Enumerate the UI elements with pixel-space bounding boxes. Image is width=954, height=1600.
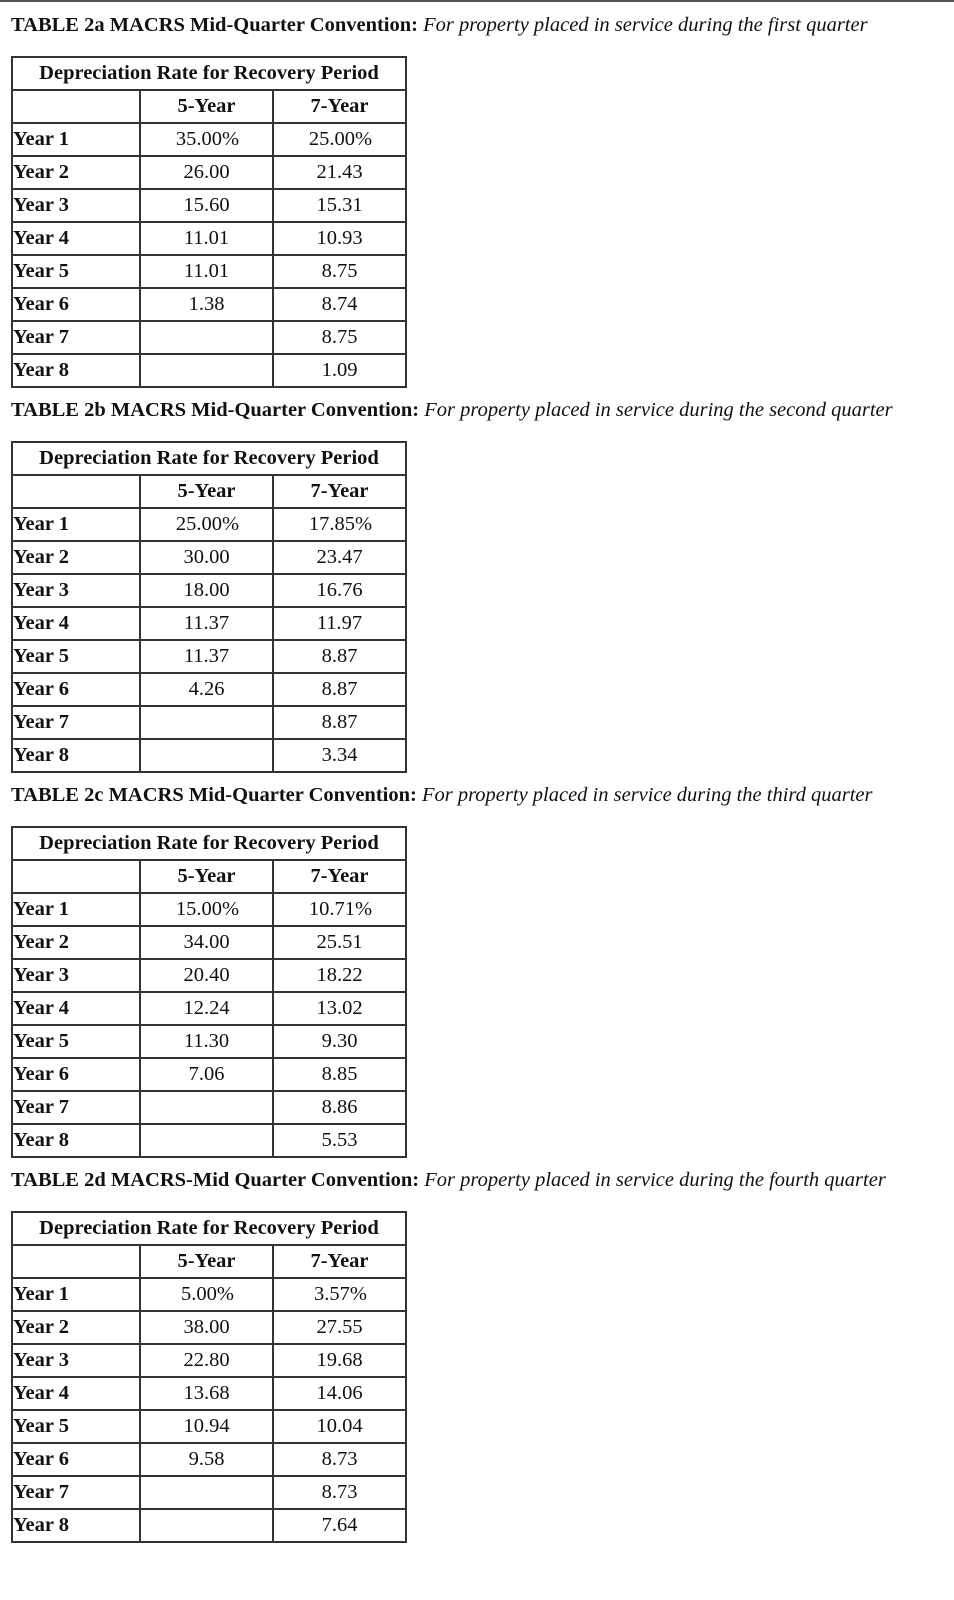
table-row [12, 706, 406, 739]
year-label: Year 6 [12, 1058, 140, 1091]
year-label: Year 2 [12, 926, 140, 959]
year-label: Year 5 [12, 640, 140, 673]
year-label: Year 7 [12, 1476, 140, 1509]
five-year-header: 5-Year [140, 860, 273, 893]
seven-year-rate: 8.75 [273, 255, 406, 288]
year-label: Year 8 [12, 1124, 140, 1157]
year-label: Year 5 [12, 1025, 140, 1058]
year-label: Year 8 [12, 1509, 140, 1542]
table-row [12, 1410, 406, 1443]
blank-cell [12, 860, 140, 893]
five-year-header: 5-Year [140, 475, 273, 508]
seven-year-rate: 25.00% [273, 123, 406, 156]
year-label: Year 8 [12, 739, 140, 772]
year-label: Year 6 [12, 288, 140, 321]
five-year-rate: 38.00 [140, 1311, 273, 1344]
table-row [12, 541, 406, 574]
five-year-rate: 11.37 [140, 607, 273, 640]
seven-year-rate: 8.86 [273, 1091, 406, 1124]
table-row [12, 1443, 406, 1476]
year-label: Year 2 [12, 1311, 140, 1344]
five-year-rate: 26.00 [140, 156, 273, 189]
five-year-rate [140, 1091, 273, 1124]
seven-year-header: 7-Year [273, 90, 406, 123]
year-label: Year 4 [12, 607, 140, 640]
seven-year-rate: 23.47 [273, 541, 406, 574]
caption-title: TABLE 2a MACRS Mid-Quarter Convention: [11, 14, 418, 36]
table-row [12, 1476, 406, 1509]
five-year-rate: 13.68 [140, 1377, 273, 1410]
table-row [12, 321, 406, 354]
caption-description: For property placed in service during the first quarter [423, 14, 868, 36]
table-body [12, 893, 406, 1157]
year-label: Year 1 [12, 893, 140, 926]
five-year-rate: 30.00 [140, 541, 273, 574]
five-year-rate: 11.01 [140, 222, 273, 255]
depreciation-table [11, 56, 407, 388]
year-label: Year 7 [12, 1091, 140, 1124]
five-year-rate: 15.00% [140, 893, 273, 926]
table-row [12, 288, 406, 321]
caption-description: For property placed in service during the third quarter [421, 784, 873, 806]
table-row [12, 1091, 406, 1124]
five-year-rate [140, 321, 273, 354]
seven-year-header: 7-Year [273, 475, 406, 508]
table-row [12, 1278, 406, 1311]
year-label: Year 7 [12, 706, 140, 739]
seven-year-rate: 8.73 [273, 1476, 406, 1509]
table-body [12, 123, 406, 387]
table-row [12, 1344, 406, 1377]
period-header-row [12, 90, 406, 123]
seven-year-rate: 10.71% [273, 893, 406, 926]
blank-cell [12, 90, 140, 123]
year-label: Year 3 [12, 1344, 140, 1377]
seven-year-rate: 8.85 [273, 1058, 406, 1091]
column-header: Depreciation Rate for Recovery Period [12, 1212, 406, 1245]
table-row [12, 640, 406, 673]
five-year-rate: 15.60 [140, 189, 273, 222]
period-header-row [12, 475, 406, 508]
five-year-rate: 11.30 [140, 1025, 273, 1058]
seven-year-rate: 13.02 [273, 992, 406, 1025]
seven-year-rate: 1.09 [273, 354, 406, 387]
table-caption [11, 1163, 886, 1197]
five-year-rate: 1.38 [140, 288, 273, 321]
depreciation-table [11, 826, 407, 1158]
column-header: Depreciation Rate for Recovery Period [12, 57, 406, 90]
year-label: Year 3 [12, 189, 140, 222]
five-year-header: 5-Year [140, 90, 273, 123]
year-label: Year 2 [12, 541, 140, 574]
seven-year-rate: 17.85% [273, 508, 406, 541]
five-year-rate: 35.00% [140, 123, 273, 156]
table-row [12, 574, 406, 607]
five-year-rate: 11.01 [140, 255, 273, 288]
table-row [12, 1124, 406, 1157]
five-year-rate [140, 1509, 273, 1542]
five-year-rate: 25.00% [140, 508, 273, 541]
table-row [12, 508, 406, 541]
table-row [12, 1509, 406, 1542]
seven-year-rate: 8.87 [273, 706, 406, 739]
five-year-rate: 12.24 [140, 992, 273, 1025]
year-label: Year 3 [12, 574, 140, 607]
year-label: Year 1 [12, 508, 140, 541]
seven-year-rate: 16.76 [273, 574, 406, 607]
seven-year-rate: 8.73 [273, 1443, 406, 1476]
seven-year-rate: 19.68 [273, 1344, 406, 1377]
five-year-rate: 20.40 [140, 959, 273, 992]
caption-description: For property placed in service during the fourth quarter [424, 1169, 886, 1191]
blank-cell [12, 1245, 140, 1278]
header-row [12, 827, 406, 860]
table-row [12, 959, 406, 992]
table-row [12, 1025, 406, 1058]
seven-year-rate: 11.97 [273, 607, 406, 640]
period-header-row [12, 860, 406, 893]
seven-year-rate: 9.30 [273, 1025, 406, 1058]
table-row [12, 673, 406, 706]
seven-year-rate: 8.75 [273, 321, 406, 354]
seven-year-rate: 27.55 [273, 1311, 406, 1344]
year-label: Year 6 [12, 1443, 140, 1476]
caption-title: TABLE 2d MACRS-Mid Quarter Convention: [11, 1169, 420, 1191]
table-row [12, 1377, 406, 1410]
five-year-rate: 9.58 [140, 1443, 273, 1476]
table-row [12, 189, 406, 222]
year-label: Year 5 [12, 1410, 140, 1443]
depreciation-table [11, 1211, 407, 1543]
depreciation-table [11, 441, 407, 773]
five-year-rate: 18.00 [140, 574, 273, 607]
year-label: Year 2 [12, 156, 140, 189]
five-year-rate: 7.06 [140, 1058, 273, 1091]
seven-year-rate: 21.43 [273, 156, 406, 189]
table-body [12, 508, 406, 772]
table-caption [11, 778, 873, 812]
column-header: Depreciation Rate for Recovery Period [12, 442, 406, 475]
top-rule [0, 0, 954, 2]
table-row [12, 1311, 406, 1344]
table-row [12, 255, 406, 288]
caption-description: For property placed in service during the second quarter [424, 399, 893, 421]
blank-cell [12, 475, 140, 508]
table-row [12, 893, 406, 926]
year-label: Year 5 [12, 255, 140, 288]
table-body [12, 1278, 406, 1542]
five-year-rate: 10.94 [140, 1410, 273, 1443]
seven-year-rate: 15.31 [273, 189, 406, 222]
year-label: Year 4 [12, 992, 140, 1025]
caption-title: TABLE 2b MACRS Mid-Quarter Convention: [11, 399, 420, 421]
table-row [12, 156, 406, 189]
five-year-rate [140, 706, 273, 739]
five-year-rate [140, 354, 273, 387]
header-row [12, 1212, 406, 1245]
seven-year-rate: 5.53 [273, 1124, 406, 1157]
table-row [12, 739, 406, 772]
seven-year-rate: 8.87 [273, 640, 406, 673]
year-label: Year 4 [12, 1377, 140, 1410]
seven-year-rate: 3.34 [273, 739, 406, 772]
seven-year-header: 7-Year [273, 1245, 406, 1278]
table-row [12, 1058, 406, 1091]
year-label: Year 8 [12, 354, 140, 387]
five-year-rate [140, 1124, 273, 1157]
table-caption [11, 8, 868, 42]
five-year-rate [140, 739, 273, 772]
table-row [12, 354, 406, 387]
table-row [12, 123, 406, 156]
header-row [12, 442, 406, 475]
table-row [12, 607, 406, 640]
year-label: Year 7 [12, 321, 140, 354]
caption-title: TABLE 2c MACRS Mid-Quarter Convention: [11, 784, 417, 806]
period-header-row [12, 1245, 406, 1278]
seven-year-rate: 10.93 [273, 222, 406, 255]
table-caption [11, 393, 893, 427]
year-label: Year 1 [12, 1278, 140, 1311]
year-label: Year 6 [12, 673, 140, 706]
seven-year-rate: 10.04 [273, 1410, 406, 1443]
year-label: Year 4 [12, 222, 140, 255]
year-label: Year 1 [12, 123, 140, 156]
seven-year-header: 7-Year [273, 860, 406, 893]
seven-year-rate: 25.51 [273, 926, 406, 959]
seven-year-rate: 18.22 [273, 959, 406, 992]
five-year-header: 5-Year [140, 1245, 273, 1278]
seven-year-rate: 7.64 [273, 1509, 406, 1542]
five-year-rate: 5.00% [140, 1278, 273, 1311]
table-row [12, 222, 406, 255]
five-year-rate [140, 1476, 273, 1509]
table-row [12, 926, 406, 959]
column-header: Depreciation Rate for Recovery Period [12, 827, 406, 860]
seven-year-rate: 3.57% [273, 1278, 406, 1311]
five-year-rate: 11.37 [140, 640, 273, 673]
five-year-rate: 4.26 [140, 673, 273, 706]
seven-year-rate: 8.74 [273, 288, 406, 321]
five-year-rate: 22.80 [140, 1344, 273, 1377]
header-row [12, 57, 406, 90]
seven-year-rate: 14.06 [273, 1377, 406, 1410]
five-year-rate: 34.00 [140, 926, 273, 959]
table-row [12, 992, 406, 1025]
year-label: Year 3 [12, 959, 140, 992]
seven-year-rate: 8.87 [273, 673, 406, 706]
